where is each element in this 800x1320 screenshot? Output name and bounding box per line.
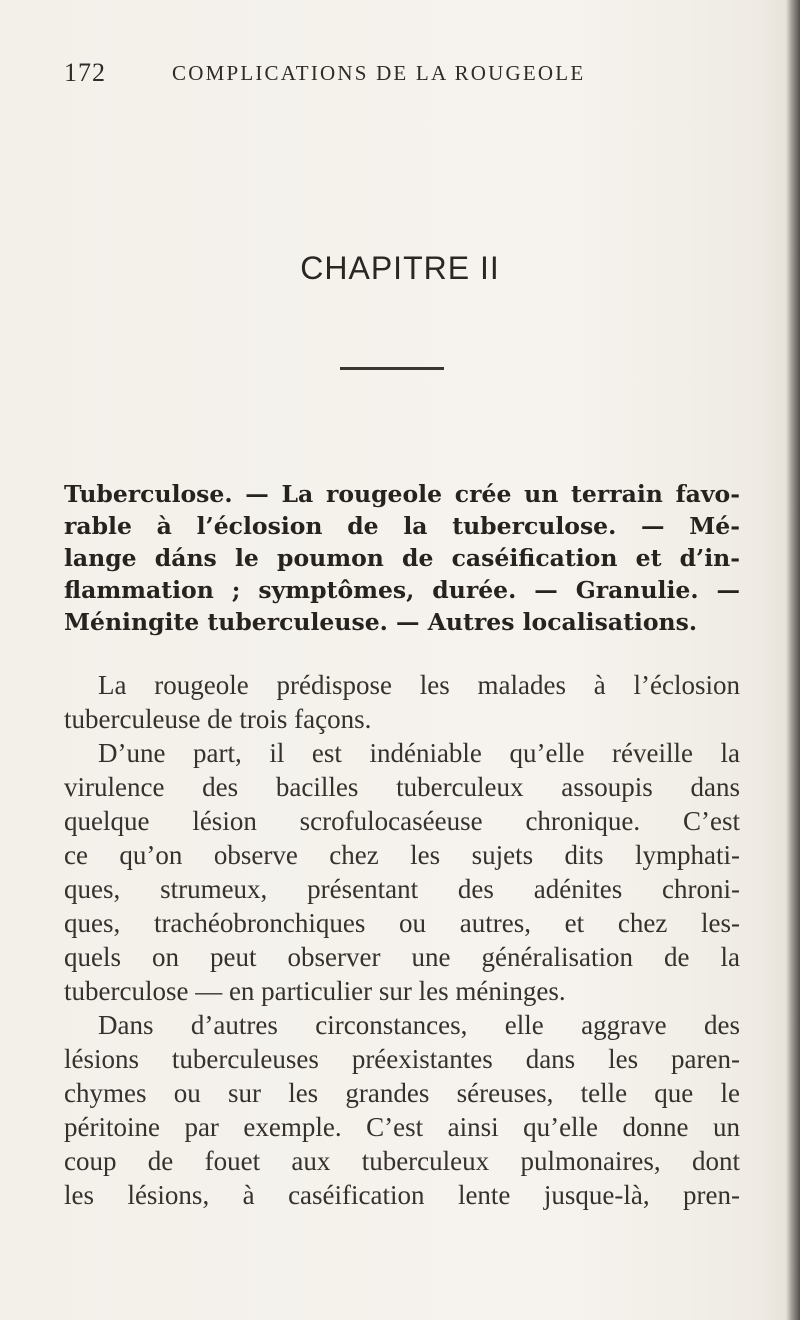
body-line: D’une part, il est indéniable qu’elle réveille la	[98, 738, 740, 768]
summary-line: rable à l’éclosion de la tuberculose. — Mé-	[64, 512, 740, 540]
body-line: ques, strumeux, présentant des adénites chroni-	[64, 874, 740, 904]
body-line: quelque lésion scrofulocaséeuse chronique. C’est	[64, 806, 740, 836]
chapter-summary	[64, 478, 740, 638]
running-head	[64, 58, 736, 88]
summary-line: lange dáns le poumon de caséification et d’in-	[64, 544, 740, 572]
body-line: coup de fouet aux tuberculeux pulmonaires, dont	[64, 1146, 740, 1176]
body-line: Dans d’autres circonstances, elle aggrave des	[98, 1010, 740, 1040]
body-line: La rougeole prédispose les malades à l’éclosion	[98, 670, 740, 700]
summary-line: Méningite tuberculeuse. — Autres localisations.	[64, 608, 698, 636]
body-line: les lésions, à caséification lente jusque-là, pren-	[64, 1180, 740, 1210]
body-line: ce qu’on observe chez les sujets dits lymphati-	[64, 840, 740, 870]
chapter-divider	[340, 367, 444, 370]
running-title: COMPLICATIONS DE LA ROUGEOLE	[172, 61, 586, 85]
summary-line: flammation ; symptômes, durée. — Granulie. —	[64, 576, 740, 604]
body-line: tuberculeuse de trois façons.	[64, 704, 372, 734]
page-edge-shadow	[786, 0, 800, 1320]
body-line: chymes ou sur les grandes séreuses, telle que le	[64, 1078, 740, 1108]
summary-line: Tuberculose. — La rougeole crée un terrain favo-	[64, 480, 740, 508]
body-line: tuberculose — en particulier sur les méninges.	[64, 976, 566, 1006]
chapter-title: CHAPITRE II	[300, 250, 500, 286]
body-line: lésions tuberculeuses préexistantes dans les paren-	[64, 1044, 740, 1074]
body-line: quels on peut observer une généralisation de la	[64, 942, 740, 972]
body-line: virulence des bacilles tuberculeux assoupis dans	[64, 772, 740, 802]
body-line: péritoine par exemple. C’est ainsi qu’elle donne un	[64, 1112, 740, 1142]
body-line: ques, trachéobronchiques ou autres, et chez les-	[64, 908, 740, 938]
page-number: 172	[64, 58, 106, 87]
body-text	[64, 668, 740, 1212]
